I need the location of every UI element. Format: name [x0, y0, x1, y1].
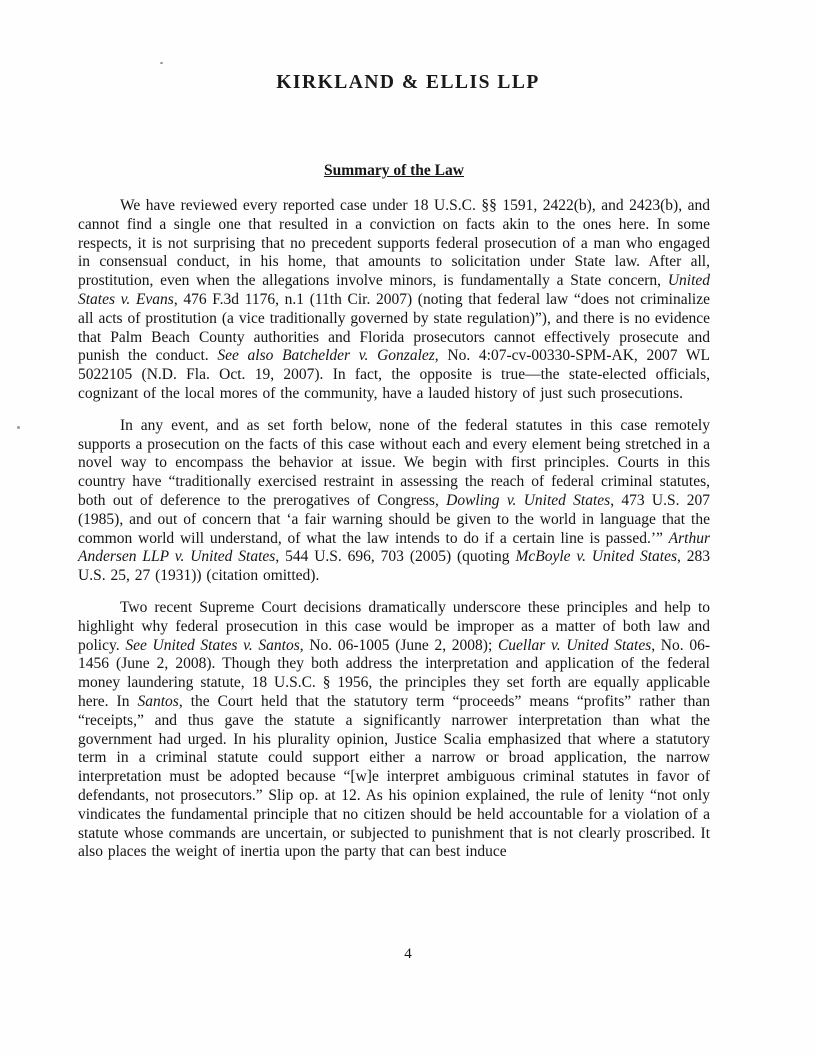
section-heading: Summary of the Law	[324, 162, 464, 179]
scan-speck	[160, 62, 163, 64]
paragraph: In any event, and as set forth below, none of the federal statutes in this case remotely supports a prosecution on the facts of this case without each and every element being stretched in a novel way to encompass the behavior at issue. We begin with first principles. Courts in this country have “traditionally exercised restraint in assessing the reach of federal criminal statutes, both out of deference to the prerogatives of Congress, Dowling v. United States, 473 U.S. 207 (1985), and out of concern that ‘a fair warning should be given to the world in language that the common world will understand, of what the law intends to do if a certain line is passed.’” Arthur Andersen LLP v. United States, 544 U.S. 696, 703 (2005) (quoting McBoyle v. United States, 283 U.S. 25, 27 (1931)) (citation omitted).	[78, 416, 710, 585]
letterhead-firm-name: KIRKLAND & ELLIS LLP	[276, 72, 540, 93]
scan-speck	[17, 426, 20, 429]
paragraph: We have reviewed every reported case under 18 U.S.C. §§ 1591, 2422(b), and 2423(b), and cannot find a single one that resulted in a conviction on facts akin to the ones here. In some respects, it is not surprising that no precedent supports federal prosecution of a man who engaged in consensual conduct, in his home, that amounts to solicitation under State law. After all, prostitution, even when the allegations involve minors, is fundamentally a State concern, United States v. Evans, 476 F.3d 1176, n.1 (11th Cir. 2007) (noting that federal law “does not criminalize all acts of prostitution (a vice traditionally governed by state regulation)”), and there is no evidence that Palm Beach County authorities and Florida prosecutors cannot effectively prosecute and punish the conduct. See also Batchelder v. Gonzalez, No. 4:07-cv-00330-SPM-AK, 2007 WL 5022105 (N.D. Fla. Oct. 19, 2007). In fact, the opposite is true—the state-elected officials, cognizant of the local mores of the community, have a lauded history of just such prosecutions.	[78, 197, 710, 402]
paragraph: Two recent Supreme Court decisions dramatically underscore these principles and help to highlight why federal prosecution in this case would be improper as a matter of both law and policy. See United States v. Santos, No. 06-1005 (June 2, 2008); Cuellar v. United States, No. 06-1456 (June 2, 2008). Though they both address the interpretation and application of the federal money laundering statute, 18 U.S.C. § 1956, the principles they set forth are equally applicable here. In Santos, the Court held that the statutory term “proceeds” means “profits” rather than “receipts,” and thus gave the statute a significantly narrower interpretation than what the government had urged. In his plurality opinion, Justice Scalia emphasized that where a statutory term in a criminal statute could support either a narrow or broad application, the narrow interpretation must be adopted because “[w]e interpret ambiguous criminal statutes in favor of defendants, not prosecutors.” Slip op. at 12. As his opinion explained, the rule of lenity “not only vindicates the fundamental principle that no citizen should be held accountable for a violation of a statute whose commands are uncertain, or subjected to punishment that is not clearly proscribed. It also places the weight of inertia upon the party that can best induce	[78, 598, 710, 861]
document-body	[78, 162, 710, 875]
document-paragraphs	[78, 197, 710, 862]
page-number: 4	[404, 946, 412, 962]
